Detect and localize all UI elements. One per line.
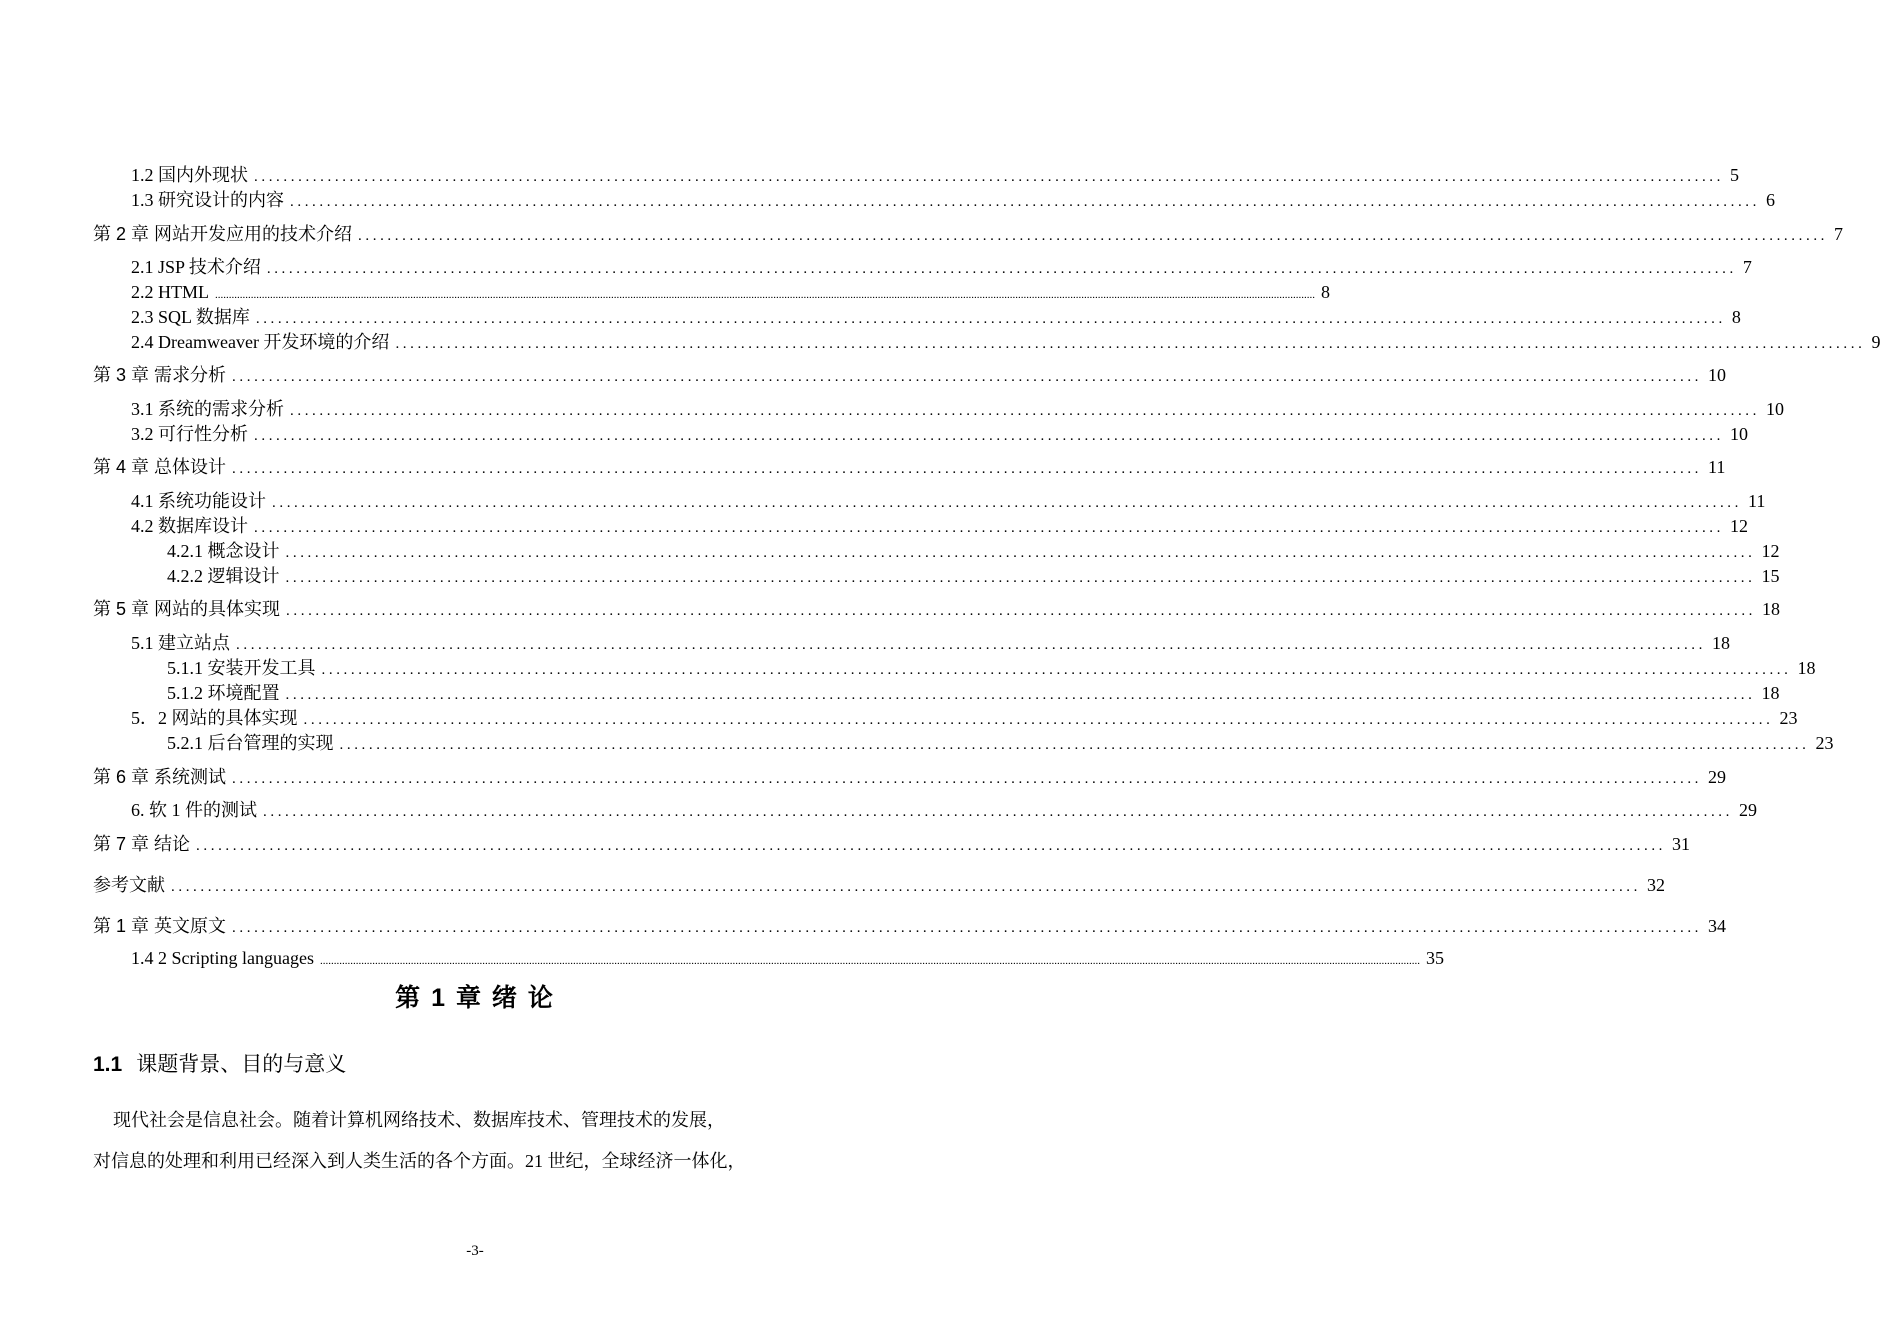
toc-entry-label: 5.1 建立站点: [131, 633, 230, 653]
toc-entry[interactable]: [131, 189, 1775, 211]
toc-leader-dots: ........................................................................................................................................................................................................: [255, 311, 1726, 327]
toc-leader-dots: ........................................................................................................................................................................................................: [285, 545, 1756, 561]
toc-entry-page: 35: [1425, 948, 1444, 968]
toc-entry[interactable]: [167, 540, 1780, 562]
toc-entry-page: 32: [1647, 875, 1665, 895]
toc-entry-page: 7: [1742, 257, 1752, 277]
toc-entry-label: 4.2 数据库设计: [131, 516, 248, 536]
body-paragraph-line: 对信息的处理和利用已经深入到人类生活的各个方面。21 世纪，全球经济一体化，: [93, 1151, 746, 1171]
page-number: -3-: [466, 1243, 484, 1259]
toc-leader-dots: ........................................................................................................................................................................................................: [254, 169, 1724, 185]
toc-entry-page: 18: [1712, 633, 1730, 653]
toc-entry-page: 7: [1834, 224, 1844, 244]
toc-entry-chapter[interactable]: [93, 766, 1727, 788]
toc-leader-dots: ........................................................................................................................................................................................................: [196, 838, 1667, 854]
toc-entry[interactable]: [167, 565, 1780, 587]
toc-leader-dots: ........................................................................................................................................................................................................: [303, 712, 1774, 728]
toc-leader-dots: ........................................................................................................................................................................................................: [286, 603, 1757, 619]
toc-entry-chapter[interactable]: [93, 833, 1691, 855]
toc-entry[interactable]: [131, 490, 1766, 512]
toc-entry-label: 1.4 2 Scripting languages: [131, 948, 314, 968]
toc-entry-page: 11: [1748, 491, 1766, 511]
toc-leader-dots: ........................................................................................................................................................................................................: [290, 194, 1760, 210]
toc-leader-dots: ........................................................................................................................................................................................................: [358, 228, 1829, 244]
toc-leader-dots: ........................................................................................................................................................................................................: [232, 369, 1703, 385]
toc-entry[interactable]: [131, 164, 1739, 186]
toc-entry-page: 10: [1766, 399, 1784, 419]
toc-entry-label: 5.1.1 安装开发工具: [167, 658, 316, 678]
toc-entry-label: 2.2 HTML: [131, 282, 209, 302]
toc-entry-page: 12: [1730, 516, 1748, 536]
toc-leader-dots: ........................................................................................................................................................................................................: [232, 920, 1703, 936]
toc-entry[interactable]: [131, 331, 1880, 353]
toc-entry-page: 6: [1766, 190, 1775, 210]
toc-entry-chapter[interactable]: [93, 915, 1727, 937]
toc-entry[interactable]: [131, 799, 1757, 821]
toc-entry-label: 第 4 章 总体设计: [93, 457, 227, 477]
toc-entry-page: 15: [1761, 566, 1780, 586]
toc-leader-dots: ........................................................................................................................................................................................................: [285, 570, 1756, 586]
toc-entry-label: 6. 软 1 件的测试: [131, 800, 257, 820]
toc-leader-dots: ........................................................................................................................................................................................................: [290, 403, 1760, 419]
toc-entry-label: 第 3 章 需求分析: [93, 365, 227, 385]
toc-entry[interactable]: [131, 398, 1784, 420]
toc-entry-page: 12: [1761, 541, 1780, 561]
toc-entry-label: 5．2 网站的具体实现: [131, 708, 298, 728]
toc-leader-dots: ........................................................................................................................................................................................................: [232, 771, 1703, 787]
toc-entry-page: 29: [1739, 800, 1757, 820]
toc-entry[interactable]: [131, 306, 1741, 328]
toc-entry-label: 4.2.2 逻辑设计: [167, 566, 280, 586]
chapter-title: 第 1 章 绪 论: [395, 984, 555, 1012]
toc-leader-dots: ........................................................................................................................................................................................................: [254, 428, 1724, 444]
toc-entry[interactable]: [131, 632, 1730, 654]
toc-entry-page: 29: [1708, 767, 1727, 787]
section-heading: [93, 1048, 346, 1078]
toc-entry-label: 1.3 研究设计的内容: [131, 190, 284, 210]
section-number: 1.1: [93, 1053, 123, 1076]
toc-entry-label: 2.4 Dreamweaver 开发环境的介绍: [131, 332, 390, 352]
toc-entry-label: 2.1 JSP 技术介绍: [131, 257, 261, 277]
toc-entry[interactable]: [167, 682, 1780, 704]
toc-leader-dots: ........................................................................................................................................................................................................: [339, 737, 1810, 753]
toc-entry-page: 8: [1321, 282, 1330, 302]
toc-entry-page: 5: [1730, 165, 1739, 185]
toc-entry-label: 第 1 章 英文原文: [93, 916, 227, 936]
section-title: 课题背景、目的与意义: [136, 1053, 347, 1076]
toc-leader-dots: ........................................................................................................................................................................................................: [236, 637, 1706, 653]
toc-leader-dots: ........................................................................................................................................................................................................: [254, 520, 1724, 536]
toc-entry-page: 34: [1708, 916, 1727, 936]
toc-entry-page: 31: [1672, 834, 1691, 854]
toc-entry-label: 第 7 章 结论: [93, 834, 191, 854]
toc-leader-dots: ........................................................................................................................................................................................................: [272, 495, 1742, 511]
toc-entry-page: 18: [1761, 683, 1780, 703]
toc-entry-chapter[interactable]: [93, 364, 1727, 386]
toc-leader-dots: ........................................................................................................................................................................................................: [266, 261, 1737, 277]
toc-entry-label: 第 5 章 网站的具体实现: [93, 599, 281, 619]
toc-entry[interactable]: [131, 947, 1444, 969]
toc-leader-dots: ........................................................................................................................................................................................................: [263, 804, 1733, 820]
toc-entry-page: 9: [1871, 332, 1880, 352]
toc-entry-page: 11: [1708, 457, 1726, 477]
toc-entry-chapter[interactable]: [93, 456, 1726, 478]
toc-entry-chapter[interactable]: [93, 598, 1781, 620]
toc-entry-label: 2.3 SQL 数据库: [131, 307, 250, 327]
toc-entry-page: 23: [1779, 708, 1798, 728]
toc-entry-page: 8: [1731, 307, 1741, 327]
toc-entry-label: 参考文献: [93, 875, 165, 895]
toc-leader-dots: ................................................................................................................................................................................................................................................................................................................................................................................................................: [215, 289, 1315, 301]
toc-entry-page: 18: [1797, 658, 1816, 678]
toc-entry[interactable]: [131, 515, 1748, 537]
toc-leader-dots: ........................................................................................................................................................................................................: [321, 662, 1792, 678]
toc-entry-label: 3.1 系统的需求分析: [131, 399, 284, 419]
toc-entry-chapter[interactable]: [93, 874, 1665, 896]
toc-entry[interactable]: [167, 732, 1834, 754]
toc-entry[interactable]: [131, 423, 1748, 445]
toc-entry-page: 18: [1762, 599, 1781, 619]
toc-entry-label: 5.1.2 环境配置: [167, 683, 280, 703]
toc-leader-dots: ........................................................................................................................................................................................................: [232, 461, 1703, 477]
toc-leader-dots: ........................................................................................................................................................................................................: [395, 336, 1866, 352]
toc-entry-page: 10: [1730, 424, 1748, 444]
toc-entry-chapter[interactable]: [93, 223, 1844, 245]
toc-entry-page: 23: [1815, 733, 1834, 753]
toc-entry[interactable]: [167, 657, 1816, 679]
toc-entry[interactable]: [131, 707, 1798, 729]
toc-entry-label: 4.1 系统功能设计: [131, 491, 266, 511]
toc-entry-label: 1.2 国内外现状: [131, 165, 248, 185]
toc-entry-label: 第 6 章 系统测试: [93, 767, 227, 787]
toc-entry-label: 5.2.1 后台管理的实现: [167, 733, 334, 753]
toc-entry-label: 第 2 章 网站开发应用的技术介绍: [93, 224, 353, 244]
toc-entry-label: 3.2 可行性分析: [131, 424, 248, 444]
toc-entry-page: 10: [1708, 365, 1727, 385]
toc-leader-dots: ........................................................................................................................................................................................................: [171, 879, 1641, 895]
toc-entry-label: 4.2.1 概念设计: [167, 541, 280, 561]
toc-leader-dots: ................................................................................................................................................................................................................................................................................................................................................................................................................: [319, 955, 1420, 967]
body-paragraph-line: 现代社会是信息社会。随着计算机网络技术、数据库技术、管理技术的发展，: [113, 1110, 725, 1130]
toc-entry[interactable]: [131, 256, 1752, 278]
toc-leader-dots: ........................................................................................................................................................................................................: [285, 687, 1756, 703]
toc-entry[interactable]: [131, 281, 1330, 303]
